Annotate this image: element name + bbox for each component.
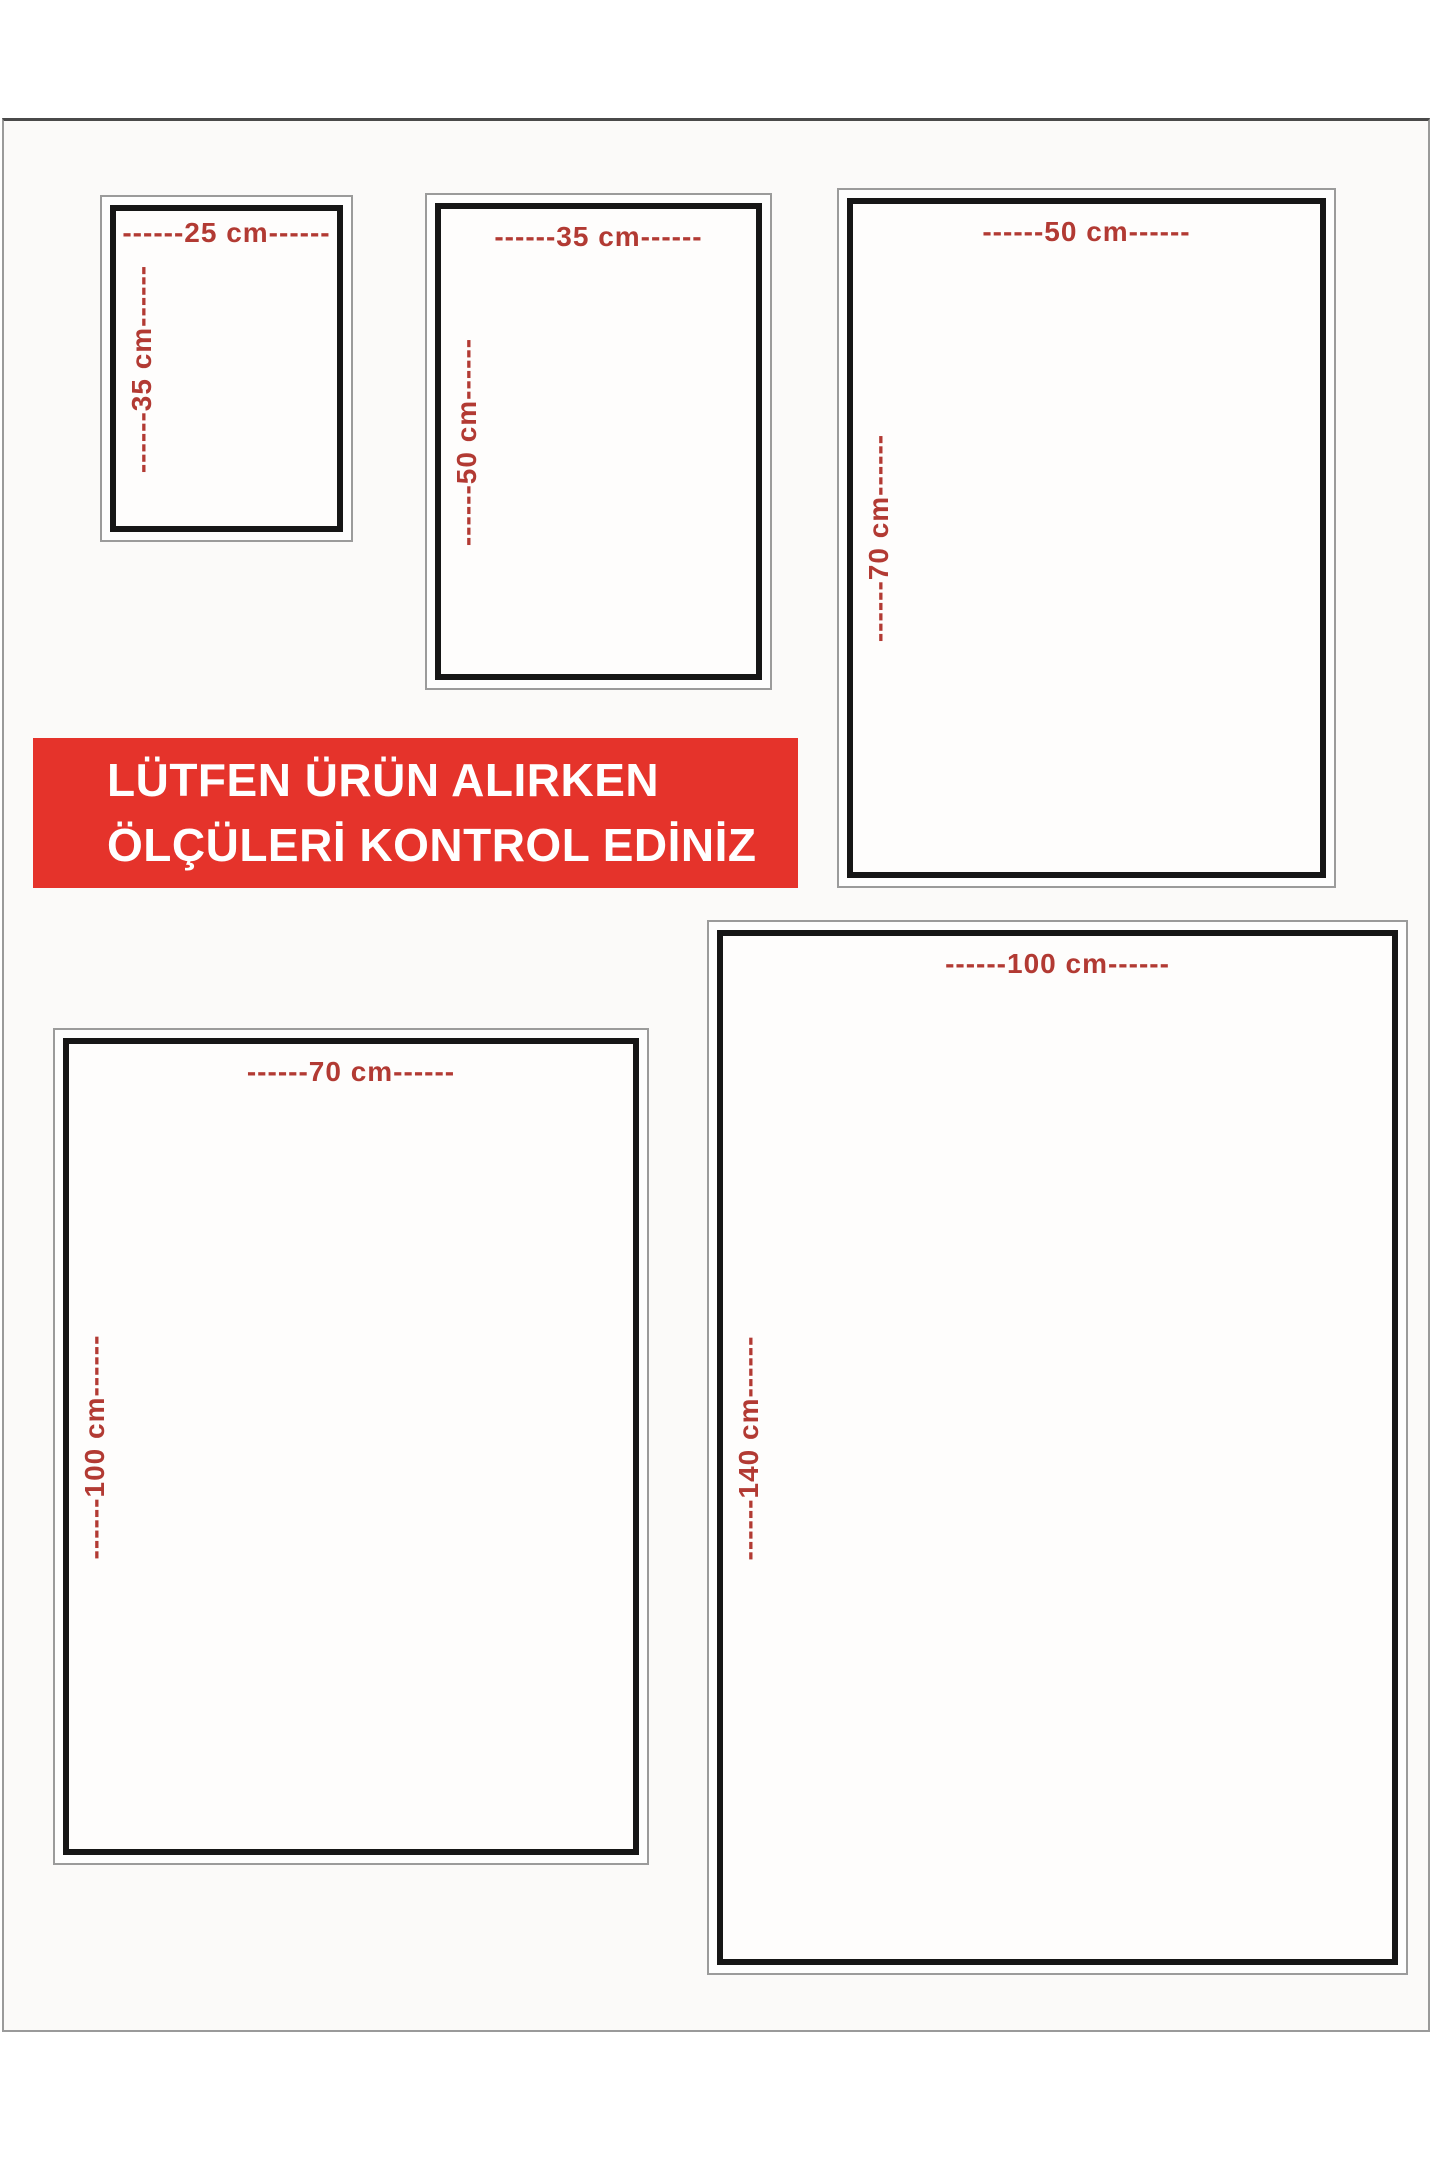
size-box-100x140 [707,920,1408,1975]
height-label-100cm: ------100 cm------ [79,1334,110,1559]
size-box-70x100 [53,1028,649,1865]
warning-banner [33,738,798,888]
size-box-50x70 [837,188,1336,888]
warning-banner-line2: ÖLÇÜLERİ KONTROL EDİNİZ [107,819,757,871]
height-label-35cm: ------35 cm------ [126,264,157,473]
width-label-25cm: ------25 cm------ [122,217,331,248]
width-label-50cm: ------50 cm------ [982,216,1191,247]
height-label-70cm: ------70 cm------ [863,433,894,643]
size-box-25x35 [100,195,353,542]
width-label-35cm: ------35 cm------ [494,221,703,252]
size-box-35x50-frame [435,203,762,680]
width-label-100cm: ------100 cm------ [945,948,1170,979]
width-label-70cm: ------70 cm------ [246,1056,456,1087]
height-label-50cm: ------50 cm------ [451,337,482,546]
size-box-35x50 [425,193,772,690]
size-box-100x140-frame [717,930,1398,1965]
size-box-70x100-frame [63,1038,639,1855]
size-box-50x70-frame [847,198,1326,878]
warning-banner-line1: LÜTFEN ÜRÜN ALIRKEN [107,754,660,806]
size-box-25x35-frame [110,205,343,532]
height-label-140cm: ------140 cm------ [733,1335,764,1560]
